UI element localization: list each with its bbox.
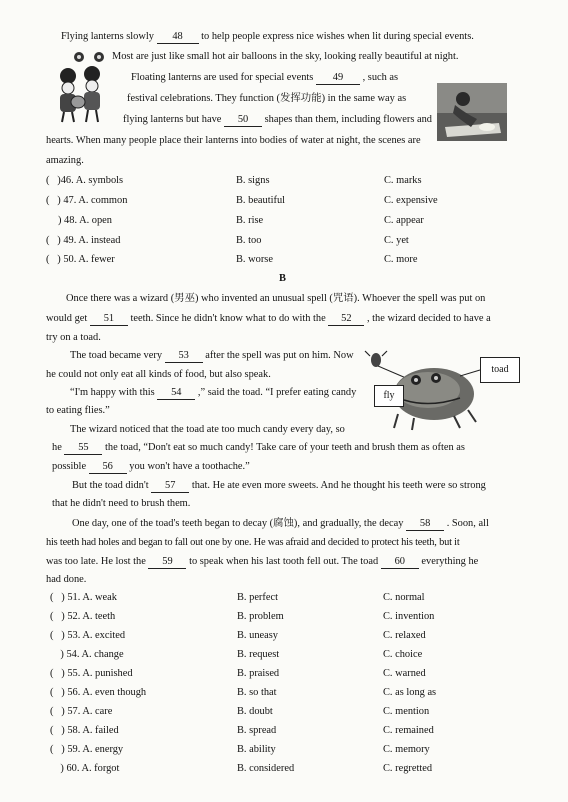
q51-a[interactable]: ) 51. A. weak [61, 592, 117, 603]
blank-54: 54 [157, 387, 195, 400]
blank-51: 51 [90, 313, 128, 326]
q49-row [46, 235, 120, 247]
q57-b[interactable]: B. doubt [237, 706, 273, 717]
text: , the wizard decided to have a [366, 313, 491, 324]
text: the toad, “Don't eat so much candy! Take care of your teeth and brush them as often as [105, 442, 465, 453]
passage-a-line-5 [123, 114, 432, 127]
q48-row [58, 215, 112, 227]
q53-bracket[interactable]: ( [50, 630, 62, 641]
passage-b-p4-line-2 [52, 442, 465, 455]
passage-b-p3-line-2: to eating flies.” [46, 405, 110, 416]
passage-b-p4-line-3 [52, 461, 250, 474]
q60-a[interactable]: ) 60. A. forgot [60, 763, 120, 774]
q46-row [46, 175, 123, 187]
q48-a[interactable]: ) 48. A. open [58, 215, 112, 226]
toad-label-box [480, 357, 520, 383]
q52-row [50, 611, 115, 623]
q52-c[interactable]: C. invention [383, 611, 435, 622]
q57-c[interactable]: C. mention [383, 706, 430, 717]
text: teeth. Since he didn't know what to do with the [130, 313, 326, 324]
passage-b-p6-line-2: his teeth had holes and began to fall out one by one. He was afraid and decided to protect his teeth, but it [46, 537, 460, 548]
q55-b[interactable]: B. praised [237, 668, 280, 679]
blank-49: 49 [316, 72, 360, 85]
q59-a[interactable]: ) 59. A. energy [61, 744, 124, 755]
q49-b[interactable]: B. too [236, 235, 262, 246]
passage-a-line-4: festival celebrations. They function (发挥功能) in the same way as [127, 93, 407, 104]
passage-b-p5-line-1 [72, 480, 486, 493]
q59-b[interactable]: B. ability [237, 744, 276, 755]
blank-50: 50 [224, 114, 262, 127]
q47-row [46, 195, 127, 207]
q54-bracket[interactable] [50, 649, 60, 660]
q50-row [46, 254, 115, 266]
q48-b[interactable]: B. rise [236, 215, 264, 226]
q59-bracket[interactable]: ( [50, 744, 62, 755]
q58-bracket[interactable]: ( [50, 725, 62, 736]
q48-c[interactable]: C. appear [384, 215, 424, 226]
q47-bracket[interactable]: ( [46, 195, 58, 206]
fly-label-box [374, 385, 404, 407]
text: “I'm happy with this [70, 387, 155, 398]
q56-row [50, 687, 146, 699]
q58-row [50, 725, 119, 737]
passage-b-p2-line-2: he could not only eat all kinds of food, but also speak. [46, 369, 271, 380]
q60-b[interactable]: B. considered [237, 763, 295, 774]
q55-c[interactable]: C. warned [383, 668, 426, 679]
blank-55: 55 [64, 442, 102, 455]
q55-a[interactable]: ) 55. A. punished [61, 668, 133, 679]
passage-a-line-3 [131, 72, 398, 85]
passage-b-p6-line-4: had done. [46, 574, 87, 585]
passage-a-line-1 [61, 31, 474, 44]
q53-row [50, 630, 125, 642]
passage-a-line-2: Most are just like small hot air balloons in the sky, looking really beautiful at night. [112, 51, 459, 62]
passage-b-p1-line-2 [46, 313, 491, 326]
q56-c[interactable]: C. as long as [383, 687, 437, 698]
q56-a[interactable]: ) 56. A. even though [61, 687, 147, 698]
q51-row [50, 592, 117, 604]
text: , such as [362, 72, 399, 83]
passage-b-p6-line-1 [72, 518, 489, 531]
text: was too late. He lost the [46, 556, 146, 567]
passage-b-p1-line-3: try on a toad. [46, 332, 101, 343]
q57-bracket[interactable]: ( [50, 706, 62, 717]
q59-c[interactable]: C. memory [383, 744, 430, 755]
q46-c[interactable]: C. marks [384, 175, 422, 186]
q47-c[interactable]: C. expensive [384, 195, 438, 206]
text: shapes than them, including flowers and [264, 114, 432, 125]
q54-row [50, 649, 124, 661]
q57-a[interactable]: ) 57. A. care [61, 706, 113, 717]
q54-a[interactable]: ) 54. A. change [60, 649, 124, 660]
q47-b[interactable]: B. beautiful [236, 195, 286, 206]
blank-58: 58 [406, 518, 444, 531]
q46-b[interactable]: B. signs [236, 175, 270, 186]
q59-row [50, 744, 123, 756]
text: ,” said the toad. “I prefer eating candy [197, 387, 357, 398]
passage-a-line-7: amazing. [46, 155, 84, 166]
text: to speak when his last tooth fell out. The toad [189, 556, 379, 567]
q58-a[interactable]: ) 58. A. failed [61, 725, 119, 736]
q50-bracket[interactable]: ( [46, 254, 58, 265]
blank-57: 57 [151, 480, 189, 493]
q53-c[interactable]: C. relaxed [383, 630, 426, 641]
q51-c[interactable]: C. normal [383, 592, 425, 603]
text: But the toad didn't [72, 480, 149, 491]
floating-lantern-photo [437, 83, 507, 144]
q46-bracket[interactable]: ( [46, 175, 58, 186]
q53-b[interactable]: B. uneasy [237, 630, 278, 641]
lantern-icon [73, 50, 109, 67]
toad-label: toad [491, 364, 509, 375]
q49-bracket[interactable]: ( [46, 235, 58, 246]
text: to help people express nice wishes when lit during special events. [201, 31, 474, 42]
text: possible [52, 461, 87, 472]
passage-b-p6-line-3 [46, 556, 478, 569]
q53-a[interactable]: ) 53. A. excited [61, 630, 126, 641]
fly-label: fly [383, 390, 395, 401]
q60-bracket[interactable] [50, 763, 60, 774]
q52-b[interactable]: B. problem [237, 611, 284, 622]
blank-52: 52 [328, 313, 364, 326]
passage-b-p1-line-1: Once there was a wizard (男巫) who invented an unusual spell (咒语). Whoever the spell was put on [66, 293, 486, 304]
section-b-heading: B [279, 273, 286, 284]
blank-59: 59 [148, 556, 186, 569]
q54-c[interactable]: C. choice [383, 649, 423, 660]
passage-b-p3-line-1 [70, 387, 356, 400]
q50-c[interactable]: C. more [384, 254, 418, 265]
text: that. He ate even more sweets. And he thought his teeth were so strong [191, 480, 486, 491]
q50-b[interactable]: B. worse [236, 254, 273, 265]
q60-row [50, 763, 119, 775]
passage-b-p5-line-2: that he didn't need to brush them. [52, 498, 191, 509]
q60-c[interactable]: C. regretted [383, 763, 433, 774]
blank-60: 60 [381, 556, 419, 569]
toad-pointer [460, 368, 482, 381]
q49-c[interactable]: C. yet [384, 235, 409, 246]
text: would get [46, 313, 88, 324]
passage-b-p4-line-1: The wizard noticed that the toad ate too much candy every day, so [70, 424, 345, 435]
children-lantern-illustration [48, 66, 118, 127]
q55-bracket[interactable]: ( [50, 668, 62, 679]
text: you won't have a toothache.” [129, 461, 250, 472]
text: Floating lanterns are used for special events [131, 72, 314, 83]
q50-a[interactable]: ) 50. A. fewer [57, 254, 115, 265]
q58-c[interactable]: C. remained [383, 725, 434, 736]
q54-b[interactable]: B. request [237, 649, 280, 660]
q56-bracket[interactable]: ( [50, 687, 62, 698]
passage-a-line-6: hearts. When many people place their lanterns into bodies of water at night, the scenes are [46, 135, 421, 146]
text: The toad became very [70, 350, 163, 361]
text: after the spell was put on him. Now [205, 350, 354, 361]
q49-a[interactable]: ) 49. A. instead [57, 235, 121, 246]
text: . Soon, all [446, 518, 489, 529]
text: he [52, 442, 62, 453]
blank-48: 48 [157, 31, 199, 44]
text: everything he [421, 556, 479, 567]
passage-b-p2-line-1 [70, 350, 354, 363]
q52-bracket[interactable]: ( [50, 611, 62, 622]
text: Flying lanterns slowly [61, 31, 154, 42]
blank-53: 53 [165, 350, 203, 363]
q51-bracket[interactable]: ( [50, 592, 62, 603]
q58-b[interactable]: B. spread [237, 725, 277, 736]
q57-row [50, 706, 112, 718]
blank-56: 56 [89, 461, 127, 474]
q52-a[interactable]: ) 52. A. teeth [61, 611, 116, 622]
q56-b[interactable]: B. so that [237, 687, 277, 698]
q47-a[interactable]: ) 47. A. common [57, 195, 128, 206]
q55-row [50, 668, 133, 680]
q51-b[interactable]: B. perfect [237, 592, 278, 603]
text: One day, one of the toad's teeth began to decay (腐蚀), and gradually, the decay [72, 518, 404, 529]
q46-a[interactable]: )46. A. symbols [57, 175, 124, 186]
text: flying lanterns but have [123, 114, 222, 125]
